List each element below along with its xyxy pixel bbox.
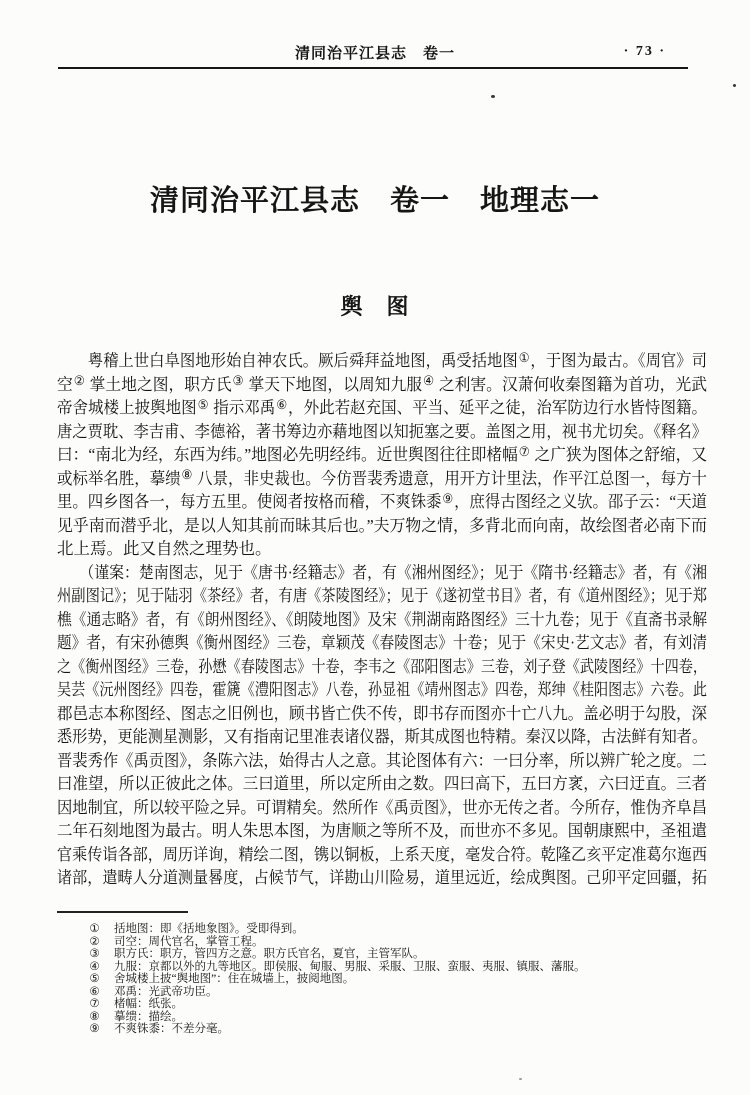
body-line (57, 772, 707, 796)
body-line-text: 或标举名胜，摹缋⑧ 八景，非史裁也。今仿晋裴秀遗意，用开方计里法，作平江总图一，每方十 (57, 468, 707, 488)
footnote-ref-marker: ④ (422, 374, 434, 389)
body-line-text: 州副图记》；见于陆羽《茶经》者，有唐《茶陵图经》；见于《遂初堂书目》者，有《道州图经》；见于郑 (57, 586, 707, 605)
body-text (57, 349, 707, 890)
footnote-item (57, 998, 722, 1011)
body-line-text: 空② 掌土地之图，职方氏③ 掌天下地图，以周知九服④ 之利害。汉萧何收秦图籍为首功，光武 (57, 374, 707, 394)
footnote-number: ① (89, 923, 100, 935)
body-line-text: 官乘传诣各部，周历详询，精绘二图，镌以铜板，上系天度，毫发合符。乾隆乙亥平定准葛尔迤西 (57, 844, 707, 864)
body-line (57, 866, 707, 890)
footnote-ref-marker: ⑦ (518, 444, 530, 459)
document-title: 清同治平江县志 卷一 地理志一 (149, 185, 600, 217)
body-line (57, 655, 707, 679)
footnote-number: ④ (89, 960, 100, 973)
footnote-item (57, 1011, 722, 1024)
body-line-text: 樵《通志略》者，有《朗州图经》、《朗陵地图》及宋《荆湖南路图经》三十九卷；见于《直斋书录解 (57, 609, 707, 629)
footnote-text: 楮幅：纸张。 (114, 998, 183, 1010)
header-rule (58, 67, 688, 69)
footnote-text: 不爽铢黍：不差分毫。 (114, 1023, 229, 1035)
body-line (57, 349, 707, 373)
footnote-ref-marker: ① (518, 350, 530, 365)
body-line-text: 唐之贾耽、李吉甫、李德裕，著书筹边亦藉地图以知扼塞之要。盖图之用，视书尤切矣。《释名》 (57, 421, 707, 441)
body-line-text: 吴芸《沅州图经》四卷，霍篪《澧阳图志》八卷，孙显祖《靖州图志》四卷，郑绅《桂阳图志》六卷。此 (57, 680, 707, 699)
footnote-number: ⑨ (89, 1023, 100, 1035)
body-line-text: 郡邑志本称图经、图志之旧例也，顾书皆亡佚不传，即书存而图亦十亡八九。盖必明于勾股，深 (57, 703, 707, 723)
body-line-text: 粤稽上世白阜图地形始自神农氏。厥后舜拜益地图，禹受括地图①，于图为最古。《周官》司 (57, 350, 707, 370)
body-line-text: 题》者，有宋孙德舆《衡州图经》三卷，章颖茂《春陵图志》十卷；见于《宋史·艺文志》者，有刘清 (57, 633, 707, 652)
footnote-number: ⑥ (89, 985, 100, 998)
body-line-text: 晋裴秀作《禹贡图》，条陈六法，始得古人之意。其论图体有六：一曰分率，所以辨广轮之度。二 (57, 750, 707, 770)
body-line (57, 420, 707, 444)
body-line (57, 678, 707, 702)
body-line (57, 467, 707, 491)
footnote-item (57, 948, 722, 961)
body-line (57, 608, 707, 632)
body-line-text: 见乎南而潜乎北，是以人知其前而昧其后也。”夫万物之情，多背北而向南，故绘图者必南下而 (57, 515, 707, 535)
scan-speck (519, 1078, 522, 1080)
body-line (57, 819, 707, 843)
footnotes-list (57, 923, 722, 1036)
footnote-ref-marker: ⑨ (442, 491, 454, 506)
footnote-ref-marker: ⑤ (197, 397, 209, 412)
body-line (57, 561, 707, 585)
footnote-separator-rule (57, 911, 188, 913)
body-line (57, 631, 707, 655)
body-line (57, 490, 707, 514)
footnote-text: 括地图：即《括地象图》。受即得到。 (114, 923, 304, 935)
footnote-ref-marker: ② (73, 374, 85, 389)
body-line-text: 悉形势，更能测星测影，又有指南记里准表诸仪器，斯其成图也特精。秦汉以降，古法鲜有知者。 (57, 727, 707, 746)
body-line (57, 843, 707, 867)
footnote-text: 司空：周代官名，掌管工程。 (114, 935, 264, 948)
body-line-text: 曰：“南北为经，东西为纬。”地图必先明经纬。近世舆图往往即楮幅⑦ 之广狭为图体之舒缩，又 (57, 444, 707, 464)
footnote-ref-marker: ⑧ (181, 468, 193, 483)
body-line-text: 之《衡州图经》三卷，孙懋《春陵图志》十卷，李韦之《邵阳图志》三卷，刘子登《武陵图经》十四卷， (57, 656, 707, 676)
body-line-text: （谨案：楚南图志，见于《唐书·经籍志》者，有《湘州图经》；见于《隋书·经籍志》者，有《湘 (57, 562, 707, 582)
footnote-text: 九服：京都以外的九等地区。即侯服、甸服、男服、采服、卫服、蛮服、夷服、镇服、藩服。 (114, 960, 586, 973)
page-number: · 73 · (623, 44, 666, 59)
body-line (57, 373, 707, 397)
scan-speck (491, 95, 495, 98)
footnote-text: 职方氏：职方，管四方之意。职方氏官名，夏官，主管军队。 (114, 948, 425, 960)
body-line-text: 因地制宜，所以较平险之异。可谓精矣。然所作《禹贡图》，世亦无传之者。今所存，惟伪齐阜昌 (57, 797, 707, 817)
body-line (57, 749, 707, 773)
body-line-text: 曰准望，所以正彼此之体。三曰道里，所以定所由之数。四曰高下，五曰方衺，六曰迂直。三者 (57, 774, 707, 793)
footnote-ref-marker: ⑥ (276, 397, 288, 412)
footnote-number: ⑧ (89, 1010, 100, 1023)
scan-speck (733, 84, 736, 87)
footnote-item (57, 936, 722, 949)
running-header-title: 清同治平江县志 卷一 (294, 46, 455, 62)
footnote-item (57, 986, 722, 999)
footnote-number: ② (89, 935, 100, 948)
body-line-text: 北上焉。此又自然之理势也。 (57, 539, 272, 558)
section-heading: 舆 图 (340, 294, 410, 319)
footnote-text: 邓禹：光武帝功臣。 (114, 985, 218, 998)
body-line (57, 396, 707, 420)
body-line (57, 537, 707, 561)
footnote-text: 摹缋：描绘。 (114, 1010, 183, 1023)
body-line (57, 443, 707, 467)
footnote-number: ⑤ (89, 973, 100, 985)
footnote-number: ⑦ (89, 998, 100, 1010)
body-line (57, 702, 707, 726)
body-line (57, 514, 707, 538)
body-line-text: 二年石刻地图为最古。明人朱思本图，为唐顺之等所不及，而世亦不多见。国朝康熙中，圣祖遣 (57, 821, 707, 840)
body-line-text: 帝舍城楼上披舆地图⑤ 指示邓禹⑥，外此若赵充国、平当、延平之徒，治军防边行水皆恃图籍。 (57, 397, 707, 417)
footnote-text: 舍城楼上披“舆地图”：住在城墙上，披阅地图。 (114, 973, 355, 985)
footnote-ref-marker: ③ (232, 374, 244, 389)
body-line (57, 725, 707, 749)
body-line-text: 里。四乡图各一，每方五里。使阅者按格而稽，不爽铢黍⑨，庶得古图经之义欤。邵子云：“天道 (57, 491, 707, 511)
footnote-item (57, 923, 722, 936)
body-line (57, 796, 707, 820)
body-line-text: 诸部，遣畴人分道测量晷度，占候节气，详勘山川险易，道里远近，绘成舆图。己卯平定回疆，拓 (57, 868, 707, 887)
footnote-number: ③ (89, 948, 100, 960)
footnote-item (57, 1023, 722, 1036)
body-line (57, 584, 707, 608)
footnote-item (57, 961, 722, 974)
footnote-item (57, 973, 722, 986)
